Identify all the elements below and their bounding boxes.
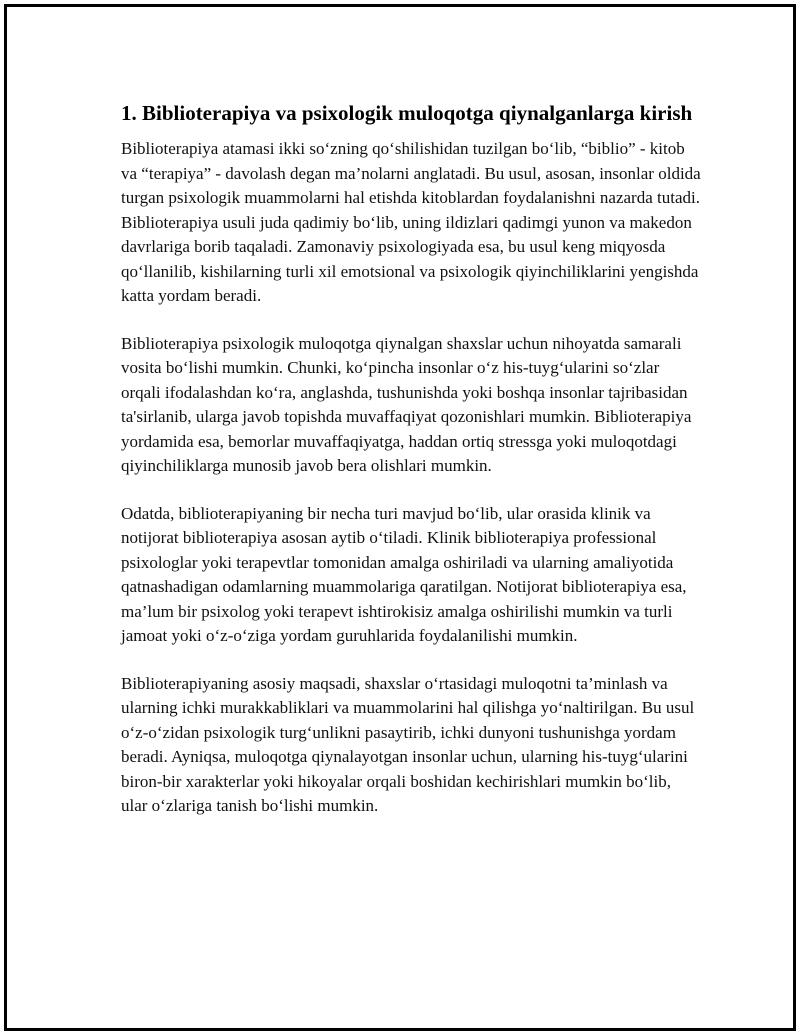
paragraph-3: Odatda, biblioterapiyaning bir necha turi mavjud bo‘lib, ular orasida klinik va notijorat biblioterapiya asosan aytib o‘tiladi. Klinik biblioterapiya professional psixologlar yoki terapevtlar tomonidan amalga oshiriladi va ularning amaliyotida qatnashadigan odamlarning muammolariga qaratilgan. Notijorat biblioterapiya esa, ma’lum bir psixolog yoki terapevt ishtirokisiz amalga oshirilishi mumkin va turli jamoat yoki o‘z-o‘ziga yordam guruhlarida foydalanilishi mumkin. xyxy=(121,503,687,645)
paragraph-4: Biblioterapiyaning asosiy maqsadi, shaxslar o‘rtasidagi muloqotni ta’minlash va ularning ichki murakkabliklari va muammolarini hal qilishga yo‘naltirilgan. Bu usul o‘z-o‘zidan psixologik turg‘unlikni pasaytirib, ichki dunyoni tushunishga yordam beradi. Ayniqsa, muloqotga qiynalayotgan insonlar uchun, ularning his-tuyg‘ularini biron-bir xarakterlar yoki hikoyalar orqali boshidan kechirishlari mumkin bo‘lib, ular o‘zlariga tanish bo‘lishi mumkin. xyxy=(121,673,695,815)
page-frame xyxy=(4,4,796,1031)
paragraph-1: Biblioterapiya atamasi ikki so‘zning qo‘shilishidan tuzilgan bo‘lib, “biblio” - kitob va “terapiya” - davolash degan ma’nolarni anglatadi. Bu usul, asosan, insonlar oldida turgan psixologik muammolarni hal etishda kitoblardan foydalanishni nazarda tutadi. Biblioterapiya usuli juda qadimiy bo‘lib, uning ildizlari qadimgi yunon va makedon davrlariga borib taqaladi. Zamonaviy psixologiyada esa, bu usul keng miqyosda qo‘llanilib, kishilarning turli xil emotsional va psixologik qiyinchiliklarini yengishda katta yordam beradi. xyxy=(121,139,701,305)
document-body xyxy=(121,99,701,842)
paragraph-2: Biblioterapiya psixologik muloqotga qiynalgan shaxslar uchun nihoyatda samarali vosita bo‘lishi mumkin. Chunki, ko‘pincha insonlar o‘z his-tuyg‘ularini so‘zlar orqali ifodalashdan ko‘ra, anglashda, tushunishda yoki boshqa insonlar tajribasidan ta'sirlanib, ularga javob topishda muvaffaqiyat qozonishlari mumkin. Biblioterapiya yordamida esa, bemorlar muvaffaqiyatga, haddan ortiq stressga yoki muloqotdagi qiyinchiliklarga munosib javob bera olishlari mumkin. xyxy=(121,333,692,475)
section-heading: 1. Biblioterapiya va psixologik muloqotga qiynalganlarga kirish xyxy=(121,101,693,125)
